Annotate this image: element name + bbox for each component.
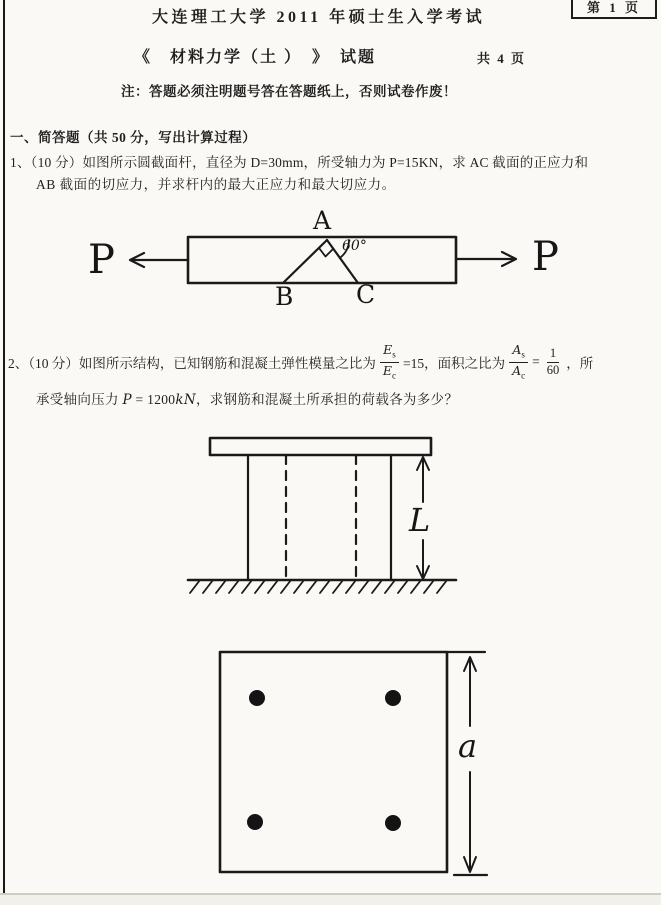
exam-title: 大连理工大学 2011 年硕士生入学考试 — [152, 9, 486, 26]
ratio-value-fraction: $\frac{1}{60}$ — [546, 345, 560, 377]
exam-subject-title: 《 材料力学（土 ） 》 试题 — [134, 49, 377, 66]
exam-note: 注：答题必须注明题号答在答题纸上，否则试卷作废！ — [121, 84, 457, 99]
q2-text-mid: =15，面积之比为 — [403, 356, 506, 371]
page-number-box — [571, 0, 657, 19]
question1-figure-bar — [80, 200, 580, 322]
area-ratio-fraction: $\frac{A_s}{A_c}$ — [509, 343, 528, 381]
question2-figure-cross-section — [170, 630, 500, 902]
section-heading: 一、简答题（共 50 分，写出计算过程） — [10, 130, 257, 145]
point-c-label: C — [356, 280, 376, 309]
question2-text-line2 — [36, 388, 458, 408]
angle-60-label: 60° — [342, 238, 367, 254]
question1-text-line2: AB 截面的切应力，并求杆内的最大正应力和最大切应力。 — [36, 177, 396, 192]
q2-text-prefix: 2、（10 分）如图所示结构，已知钢筋和混凝土弹性模量之比为 — [8, 356, 376, 371]
section-width-dim-label: a — [458, 727, 478, 765]
column-height-dim-label: L — [409, 501, 431, 539]
cross-section-drawing — [170, 630, 500, 902]
scan-edge-line — [3, 0, 5, 905]
point-a-label: A — [313, 206, 332, 235]
scan-bottom-band — [0, 895, 661, 905]
pages-total-label: 共 4 页 — [477, 51, 527, 66]
question2-text-line1 — [8, 341, 593, 383]
q2-text-suffix: ，所 — [566, 356, 594, 371]
question2-figure-elevation — [150, 420, 500, 625]
force-p-left-label: P — [88, 237, 115, 283]
q2-line2-var-p: P — [122, 392, 132, 408]
q2-line2-value: = 1200 — [131, 392, 176, 407]
rebar-dots — [247, 690, 401, 831]
point-b-label: B — [275, 282, 294, 311]
question1-text-line1: 1、（10 分）如图所示圆截面杆，直径为 D=30mm，所受轴力为 P=15KN，求 AC 截面的正应力和 — [10, 155, 589, 170]
q2-line2-post: ，求钢筋和混凝土所承担的荷载各为多少？ — [195, 392, 459, 407]
q2-line2-pre: 承受轴向压力 — [36, 392, 123, 407]
force-p-right-label: P — [532, 234, 559, 280]
column-elevation-drawing — [150, 420, 500, 625]
q2-line2-unit: kN — [175, 392, 196, 408]
q2-equals: = — [532, 354, 540, 369]
modulus-ratio-fraction: $\frac{E_s}{E_c}$ — [380, 343, 399, 381]
page-number-label: 第 1 页 — [586, 0, 641, 15]
